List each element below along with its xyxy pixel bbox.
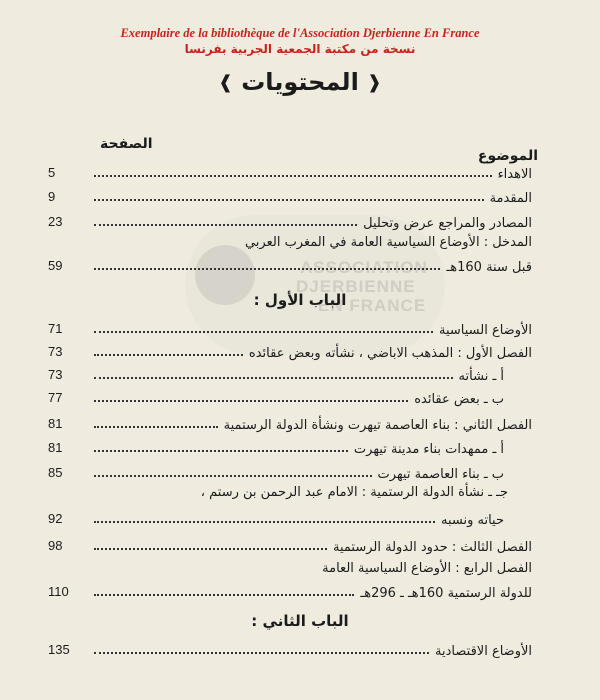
leader-dots xyxy=(94,224,357,226)
leader-dots xyxy=(94,400,408,402)
title-block xyxy=(0,68,600,96)
watermark-text-2: DJERBIENNE xyxy=(296,277,416,296)
toc-entry-page: 135 xyxy=(48,642,70,657)
leader-dots xyxy=(94,548,327,550)
part-one-heading: الباب الأول : xyxy=(253,291,347,309)
leader-dots xyxy=(94,354,243,356)
toc-entry-text: حياته ونسبه xyxy=(440,513,504,528)
leader-dots xyxy=(94,175,492,177)
toc-entry-page: 59 xyxy=(48,258,63,273)
toc-entry xyxy=(48,160,532,182)
contents-title xyxy=(218,68,382,96)
toc-entry-page: 77 xyxy=(48,390,63,405)
library-note-french: Exemplaire de la bibliothèque de l'Association Djerbienne En France xyxy=(120,26,480,40)
toc-entry xyxy=(48,435,532,457)
part-two-heading: الباب الثاني : xyxy=(251,612,349,630)
leader-dots xyxy=(94,331,433,333)
toc-entry xyxy=(48,506,532,528)
toc-entry-page: 98 xyxy=(48,538,63,553)
toc-entry xyxy=(48,411,532,433)
toc-entry-text: الاهداء xyxy=(497,167,532,182)
toc-entry xyxy=(48,339,532,361)
toc-entry-text: جـ ـ نشأة الدولة الرستمية : الامام عبد الرحمن بن رستم ، xyxy=(200,485,508,500)
watermark-text-1: ASSOCIATION xyxy=(300,258,428,277)
leader-dots xyxy=(94,652,429,654)
toc-entry-page: 5 xyxy=(48,165,56,180)
toc-entry-page: 85 xyxy=(48,465,63,480)
toc-entry xyxy=(48,362,532,384)
toc-entry-page: 23 xyxy=(48,214,63,229)
toc-entry-text: الفصل الأول : المذهب الاباضي ، نشأته وبعض عقائده xyxy=(248,346,532,361)
toc-entry-page: 73 xyxy=(48,367,63,382)
toc-entry-text: قبل سنة 160هـ xyxy=(446,260,532,275)
toc-entry xyxy=(48,579,532,601)
toc-entry-text: ب ـ بناء العاصمة تيهرت xyxy=(377,467,504,482)
toc-entry xyxy=(48,533,532,555)
leader-dots xyxy=(94,377,453,379)
toc-entry-page: 73 xyxy=(48,344,63,359)
toc-entry xyxy=(48,460,532,482)
leader-dots xyxy=(94,450,348,452)
toc-entry-page: 81 xyxy=(48,440,63,455)
toc-entry-text: أ ـ نشأته xyxy=(458,369,504,384)
toc-entry-page: 81 xyxy=(48,416,63,431)
page-title: المحتويات xyxy=(241,68,359,96)
toc-entry xyxy=(48,184,532,206)
toc-entry xyxy=(48,637,532,659)
toc-entry-page: 9 xyxy=(48,189,56,204)
ornament-left-icon: ❰ xyxy=(218,71,234,93)
toc-entry-text: الأوضاع السياسية xyxy=(438,323,532,338)
watermark-text-3: EN FRANCE xyxy=(318,296,427,315)
toc-entry xyxy=(48,316,532,338)
toc-entry-text: الفصل الثالث : حدود الدولة الرستمية xyxy=(333,540,532,555)
library-note-arabic: نسخة من مكتبة الجمعية الجربية بفرنسا xyxy=(184,42,416,56)
toc-entry-text: أ ـ ممهدات بناء مدينة تيهرت xyxy=(353,442,504,457)
toc-entry xyxy=(48,253,532,275)
leader-dots xyxy=(94,475,372,477)
ornament-right-icon: ❱ xyxy=(366,71,382,93)
leader-dots xyxy=(94,426,218,428)
page-column-heading: الصفحة xyxy=(100,136,153,152)
toc-entry-page: 71 xyxy=(48,321,63,336)
toc-entry-text: المقدمة xyxy=(489,191,532,206)
toc-entry-text: الفصل الثاني : بناء العاصمة تيهرت ونشأة الدولة الرستمية xyxy=(223,418,532,433)
toc-entry-text: المدخل : الأوضاع السياسية العامة في المغرب العربي xyxy=(244,235,532,250)
leader-dots xyxy=(94,521,435,523)
toc-entry xyxy=(48,209,532,231)
leader-dots xyxy=(94,594,354,596)
toc-entry-text: ب ـ بعض عقائده xyxy=(414,392,504,407)
toc-entry xyxy=(48,385,532,407)
leader-dots xyxy=(94,199,484,201)
leader-dots xyxy=(94,268,440,270)
toc-entry-text: الفصل الرابع : الأوضاع السياسية العامة xyxy=(322,561,532,576)
topic-column-heading: الموضوع xyxy=(477,148,538,164)
toc-entry-page: 110 xyxy=(48,584,69,599)
toc-entry-page: 92 xyxy=(48,511,63,526)
toc-entry-text: المصادر والمراجع عرض وتحليل xyxy=(363,216,532,231)
toc-entry-text: الأوضاع الاقتصادية xyxy=(435,644,532,659)
toc-entry-text: للدولة الرستمية 160هـ ـ 296هـ xyxy=(360,586,532,601)
